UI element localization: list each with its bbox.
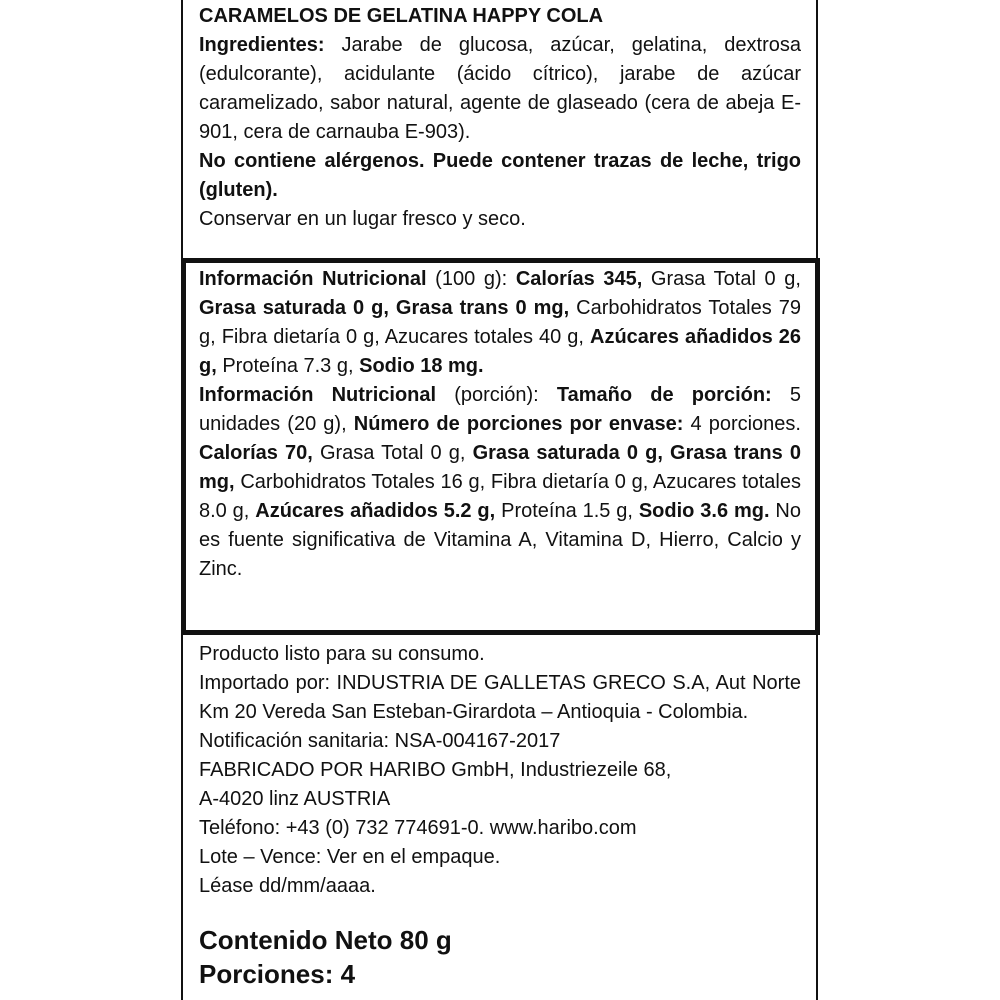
added-sugars-100g: Azúcares añadidos 26 g, — [199, 326, 801, 377]
protein-100g: Proteína 7.3 g, — [216, 355, 360, 377]
separator — [389, 297, 396, 319]
info-section — [199, 640, 801, 901]
calories-portion: Calorías 70, — [199, 442, 313, 464]
sodium-portion: Sodio 3.6 mg. — [638, 500, 770, 522]
ingredients-text: Jarabe de glucosa, azúcar, gelatina, dextrosa (edulcorante), acidulante (ácido cítrico), jarabe de azúcar caramelizado, sabor natural, agente de glaseado (cera de abeja E-901, cera de carnauba E-903). — [199, 34, 801, 143]
carbs-portion: Carbohidratos Totales 16 g, Fibra dietaría 0 g, Azucares totales 8.0 g, — [199, 471, 801, 522]
sat-fat-portion: Grasa saturada 0 g, — [472, 442, 663, 464]
serving-size-label: Tamaño de porción: — [556, 384, 772, 406]
nutrition-100g — [199, 265, 801, 381]
lot-expiry: Lote – Vence: Ver en el empaque. — [199, 846, 501, 868]
fat-total-100g: Grasa Total 0 g, — [642, 268, 801, 290]
importer: Importado por: INDUSTRIA DE GALLETAS GRECO S.A, Aut Norte Km 20 Vereda San Esteban-Girardota – Antioquia - Colombia. — [199, 672, 801, 723]
vitamin-note: No es fuente significativa de Vitamina A, Vitamina D, Hierro, Calcio y Zinc. — [199, 500, 801, 580]
carbs-100g: Carbohidratos Totales 79 g, Fibra dietaría 0 g, Azucares totales 40 g, — [199, 297, 801, 348]
calories-100g: Calorías 345, — [515, 268, 643, 290]
phone: Teléfono: +43 (0) 732 774691-0. www.haribo.com — [199, 817, 637, 839]
date-format: Léase dd/mm/aaaa. — [199, 875, 376, 897]
trans-fat-portion: Grasa trans 0 mg, — [199, 442, 801, 493]
sanitary-notice: Notificación sanitaria: NSA-004167-2017 — [199, 730, 561, 752]
nutrition-100g-basis: (100 g): — [426, 268, 516, 290]
allergens-statement: No contiene alérgenos. Puede contener trazas de leche, trigo (gluten). — [199, 150, 801, 201]
net-content: Contenido Neto 80 g — [199, 925, 452, 955]
nutrition-portion — [199, 381, 801, 584]
manufacturer-line-1: FABRICADO POR HARIBO GmbH, Industriezeile 68, — [199, 759, 672, 781]
servings-label: Número de porciones por envase: — [353, 413, 684, 435]
trans-fat-100g: Grasa trans 0 mg, — [395, 297, 570, 319]
ingredients — [199, 31, 801, 147]
added-sugars-portion: Azúcares añadidos 5.2 g, — [255, 500, 496, 522]
nutrition-100g-label: Información Nutricional — [199, 268, 427, 290]
storage-instructions: Conservar en un lugar fresco y seco. — [199, 208, 526, 230]
nutrition-portion-label: Información Nutricional — [199, 384, 437, 406]
serving-size-value: 5 unidades (20 g), — [199, 384, 801, 435]
nutrition-section — [199, 265, 801, 584]
nutrition-portion-basis: (porción): — [436, 384, 557, 406]
sodium-100g: Sodio 18 mg. — [359, 355, 484, 377]
protein-portion: Proteína 1.5 g, — [495, 500, 639, 522]
ready-to-eat: Producto listo para su consumo. — [199, 643, 485, 665]
ingredients-label: Ingredientes: — [199, 34, 325, 56]
sat-fat-100g: Grasa saturada 0 g, — [199, 297, 389, 319]
fat-total-portion: Grasa Total 0 g, — [312, 442, 473, 464]
product-section — [199, 2, 801, 234]
manufacturer-line-2: A-4020 linz AUSTRIA — [199, 788, 391, 810]
servings-value: 4 porciones. — [683, 413, 801, 435]
portions: Porciones: 4 — [199, 959, 356, 989]
product-title: CARAMELOS DE GELATINA HAPPY COLA — [199, 5, 604, 27]
separator — [663, 442, 670, 464]
